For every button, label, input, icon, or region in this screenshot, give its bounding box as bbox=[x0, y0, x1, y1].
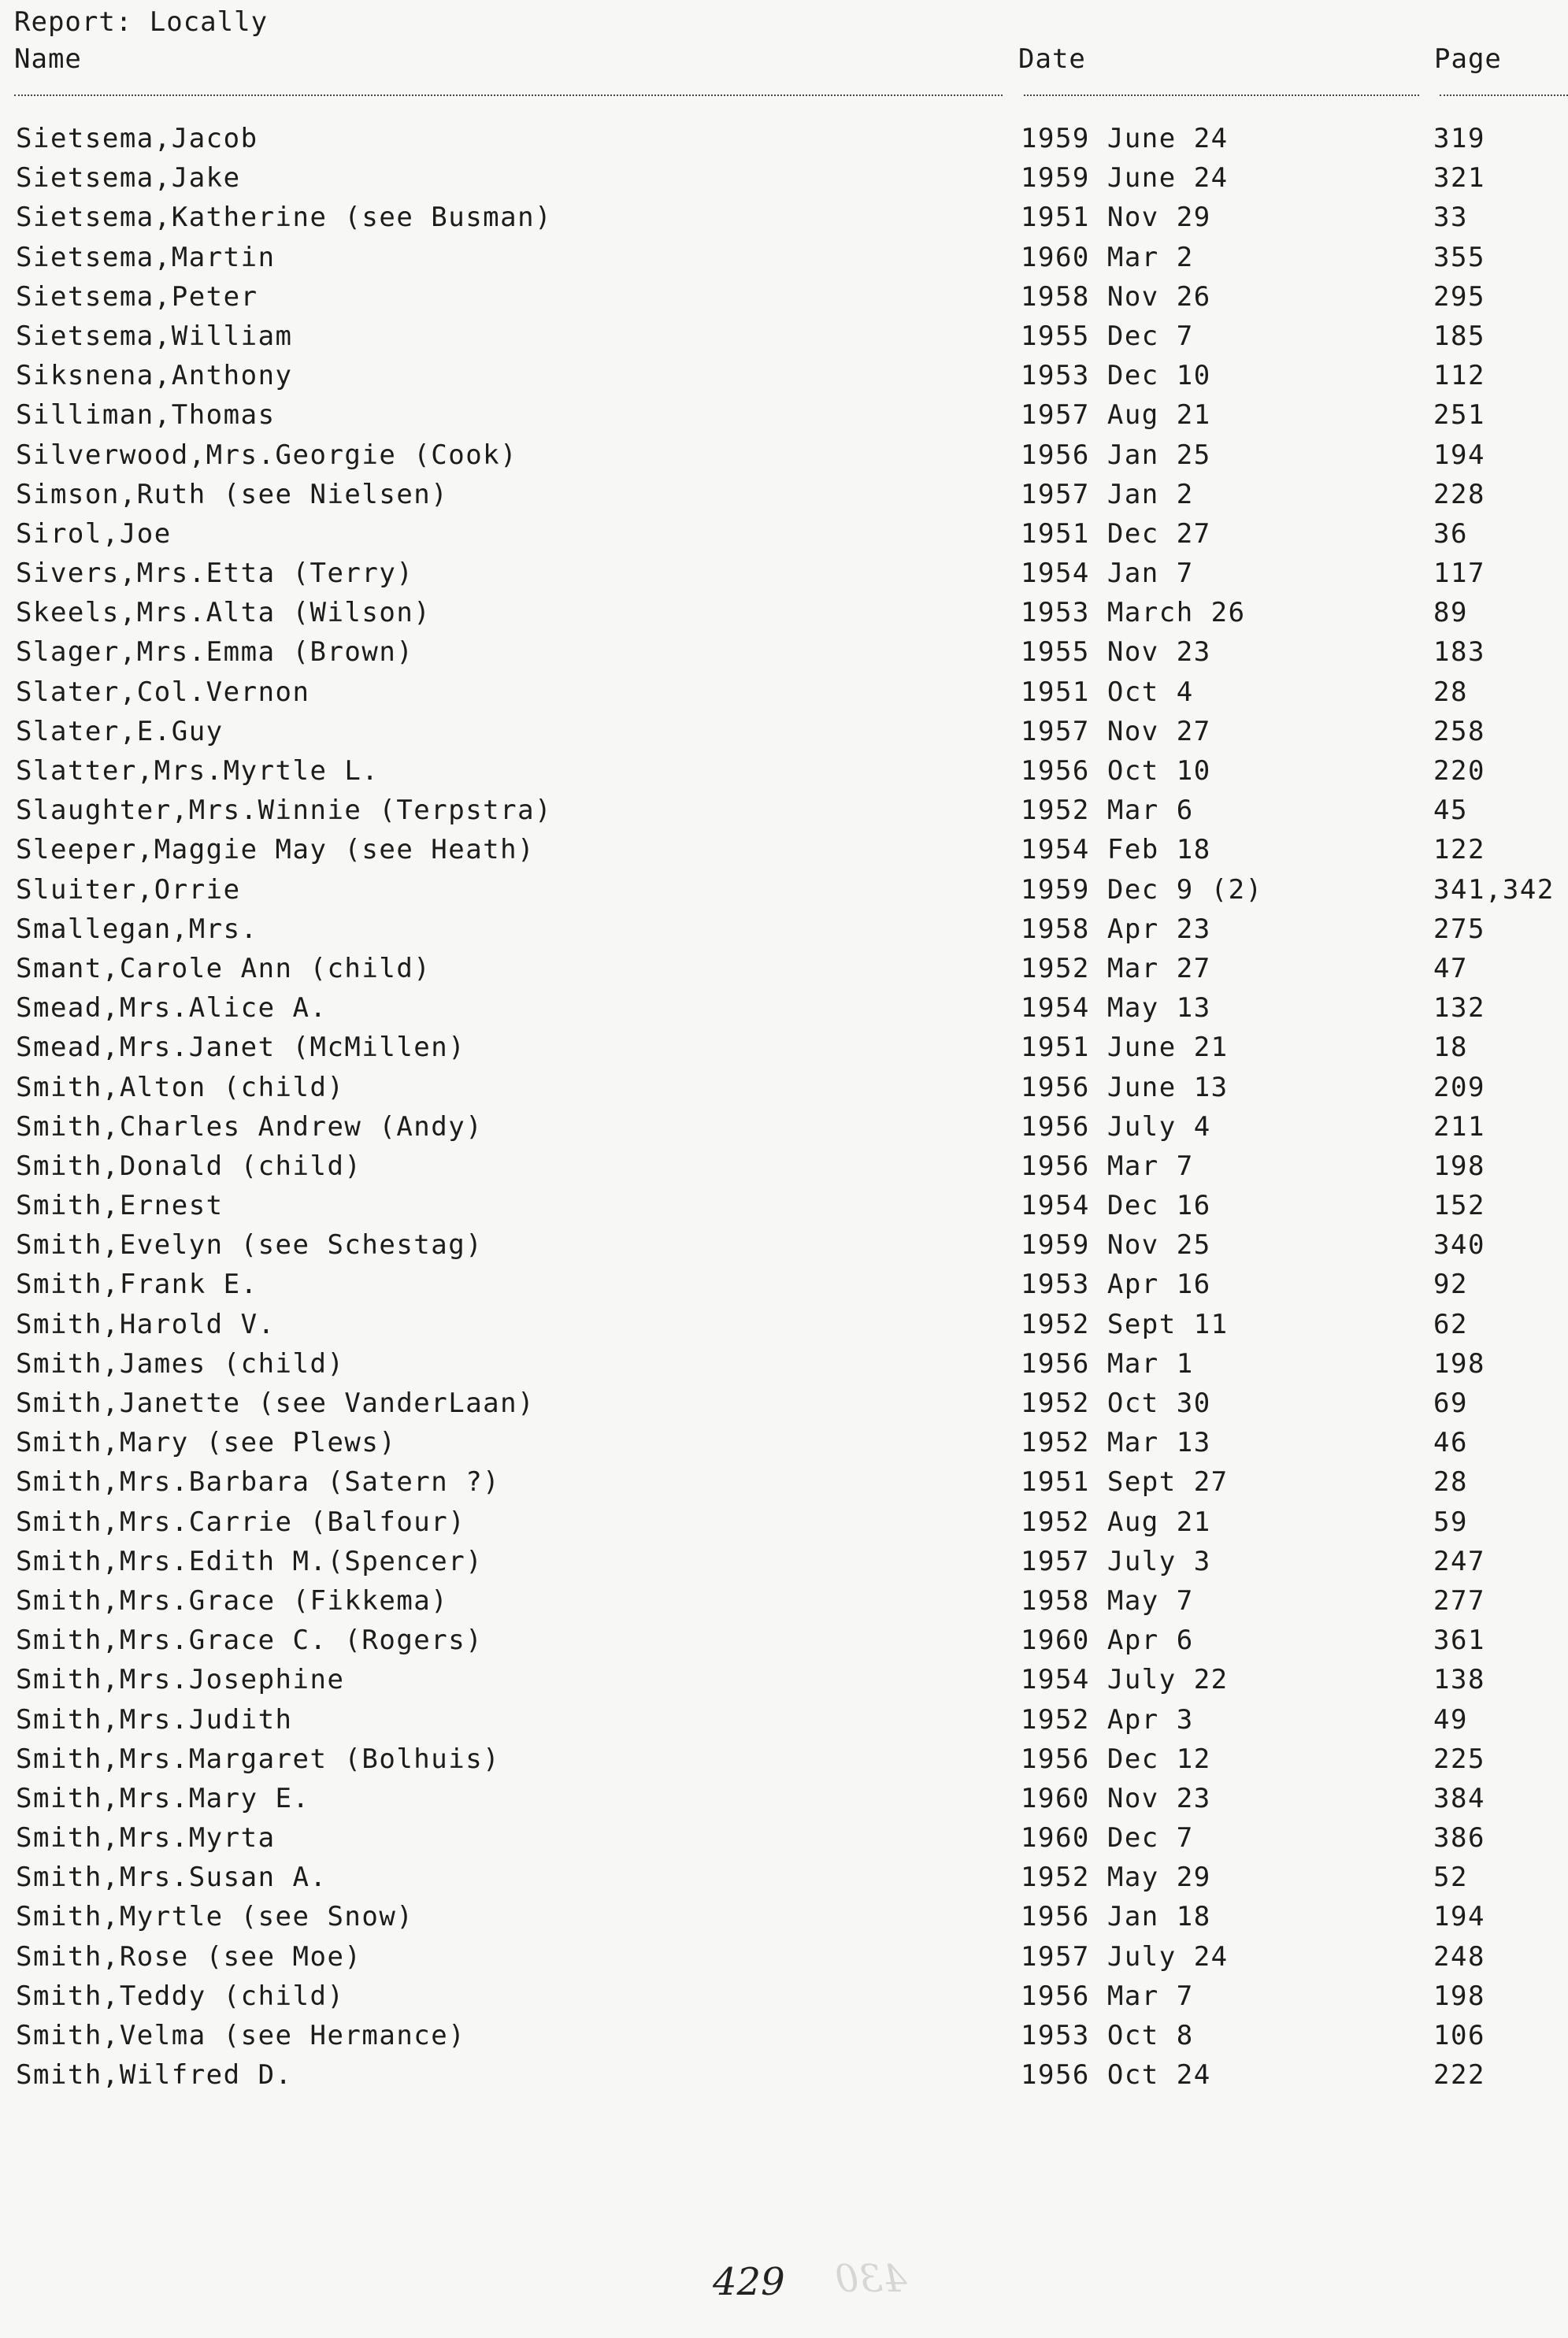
entry-name: Sietsema,Katherine (see Busman) bbox=[16, 202, 553, 234]
entry-page: 228 bbox=[1433, 478, 1485, 510]
entry-date: 1952 Mar 6 bbox=[1021, 795, 1194, 827]
entry-date: 1960 Apr 6 bbox=[1021, 1625, 1194, 1657]
entry-date: 1952 Apr 3 bbox=[1021, 1703, 1194, 1736]
list-item bbox=[0, 874, 1568, 913]
entry-page: 106 bbox=[1433, 2020, 1485, 2051]
entry-page: 89 bbox=[1433, 597, 1468, 629]
entry-date: 1955 Dec 7 bbox=[1021, 320, 1194, 352]
entry-name: Smith,Charles Andrew (Andy) bbox=[16, 1110, 484, 1143]
entry-date: 1959 Dec 9 (2) bbox=[1021, 873, 1263, 906]
entry-page: 222 bbox=[1433, 2059, 1485, 2092]
entry-name: Smith,Mrs.Barbara (Satern ?) bbox=[16, 1466, 501, 1499]
entry-date: 1951 Dec 27 bbox=[1021, 517, 1211, 550]
entry-name: Smith,Frank E. bbox=[16, 1269, 258, 1301]
entry-date: 1957 Jan 2 bbox=[1021, 478, 1194, 510]
entry-page: 209 bbox=[1433, 1071, 1485, 1103]
entry-date: 1956 Mar 1 bbox=[1021, 1347, 1194, 1380]
column-header-name: Name bbox=[14, 43, 82, 75]
entry-page: 28 bbox=[1433, 676, 1468, 708]
entry-date: 1960 Mar 2 bbox=[1021, 241, 1194, 273]
list-item bbox=[0, 755, 1568, 795]
list-item bbox=[0, 399, 1568, 439]
page-number: 429 bbox=[713, 2260, 785, 2304]
entry-date: 1955 Nov 23 bbox=[1021, 636, 1211, 669]
entry-date: 1958 Apr 23 bbox=[1021, 913, 1211, 945]
entry-name: Sietsema,Martin bbox=[16, 241, 276, 273]
list-item bbox=[0, 2059, 1568, 2099]
entry-name: Smead,Mrs.Janet (McMillen) bbox=[16, 1032, 466, 1064]
entry-name: Slatter,Mrs.Myrtle L. bbox=[16, 755, 380, 787]
list-item bbox=[0, 321, 1568, 360]
list-item bbox=[0, 558, 1568, 597]
list-item bbox=[0, 1388, 1568, 1427]
entry-date: 1953 March 26 bbox=[1021, 597, 1246, 629]
list-item bbox=[0, 518, 1568, 558]
entry-date: 1960 Dec 7 bbox=[1021, 1822, 1194, 1854]
entry-name: Sietsema,Peter bbox=[16, 280, 258, 313]
entry-date: 1953 Dec 10 bbox=[1021, 360, 1211, 392]
entry-name: Slaughter,Mrs.Winnie (Terpstra) bbox=[16, 795, 553, 827]
entry-name: Smith,Wilfred D. bbox=[16, 2059, 293, 2092]
column-header-page: Page bbox=[1434, 43, 1502, 75]
header-divider-page bbox=[1440, 94, 1568, 96]
list-item bbox=[0, 1269, 1568, 1308]
entry-name: Smith,Mrs.Margaret (Bolhuis) bbox=[16, 1743, 501, 1775]
entry-name: Silliman,Thomas bbox=[16, 399, 276, 432]
entry-name: Sietsema,Jacob bbox=[16, 123, 258, 154]
entry-name: Smith,Harold V. bbox=[16, 1308, 276, 1340]
entry-list bbox=[0, 123, 1568, 2099]
entry-page: 59 bbox=[1433, 1506, 1468, 1538]
entry-name: Siksnena,Anthony bbox=[16, 360, 293, 392]
entry-page: 198 bbox=[1433, 1150, 1485, 1182]
list-item bbox=[0, 795, 1568, 834]
entry-date: 1954 Dec 16 bbox=[1021, 1190, 1211, 1222]
entry-date: 1952 Oct 30 bbox=[1021, 1388, 1211, 1419]
entry-page: 275 bbox=[1433, 913, 1485, 945]
entry-name: Smith,Mary (see Plews) bbox=[16, 1427, 397, 1459]
entry-date: 1956 Jan 18 bbox=[1021, 1901, 1211, 1933]
list-item bbox=[0, 439, 1568, 479]
entry-name: Smith,Evelyn (see Schestag) bbox=[16, 1229, 484, 1262]
entry-date: 1957 Aug 21 bbox=[1021, 399, 1211, 432]
entry-page: 69 bbox=[1433, 1388, 1468, 1419]
entry-date: 1956 Dec 12 bbox=[1021, 1743, 1211, 1775]
list-item bbox=[0, 2020, 1568, 2059]
entry-name: Silverwood,Mrs.Georgie (Cook) bbox=[16, 439, 518, 471]
entry-date: 1956 Mar 7 bbox=[1021, 1980, 1194, 2012]
entry-page: 258 bbox=[1433, 715, 1485, 747]
list-item bbox=[0, 1704, 1568, 1743]
entry-name: Sluiter,Orrie bbox=[16, 873, 241, 906]
list-item bbox=[0, 360, 1568, 399]
entry-date: 1959 June 24 bbox=[1021, 162, 1229, 195]
list-item bbox=[0, 1862, 1568, 1901]
entry-page: 117 bbox=[1433, 558, 1485, 590]
entry-page: 46 bbox=[1433, 1427, 1468, 1459]
entry-name: Slager,Mrs.Emma (Brown) bbox=[16, 636, 414, 669]
entry-date: 1952 Aug 21 bbox=[1021, 1506, 1211, 1538]
list-item bbox=[0, 1783, 1568, 1822]
entry-name: Sietsema,William bbox=[16, 320, 293, 352]
entry-name: Slater,Col.Vernon bbox=[16, 676, 310, 708]
list-item bbox=[0, 1427, 1568, 1466]
list-item bbox=[0, 676, 1568, 716]
list-item bbox=[0, 1546, 1568, 1585]
list-item bbox=[0, 1111, 1568, 1150]
entry-date: 1951 June 21 bbox=[1021, 1032, 1229, 1064]
entry-name: Sivers,Mrs.Etta (Terry) bbox=[16, 558, 414, 590]
entry-name: Smith,Janette (see VanderLaan) bbox=[16, 1388, 536, 1419]
entry-page: 62 bbox=[1433, 1308, 1468, 1340]
entry-name: Smith,Mrs.Grace (Fikkema) bbox=[16, 1584, 449, 1617]
entry-name: Skeels,Mrs.Alta (Wilson) bbox=[16, 597, 432, 629]
entry-date: 1958 Nov 26 bbox=[1021, 280, 1211, 313]
entry-page: 185 bbox=[1433, 320, 1485, 352]
entry-date: 1956 Oct 24 bbox=[1021, 2059, 1211, 2092]
list-item bbox=[0, 1743, 1568, 1783]
list-item bbox=[0, 1901, 1568, 1940]
list-item bbox=[0, 716, 1568, 755]
entry-page: 122 bbox=[1433, 834, 1485, 866]
entry-name: Smead,Mrs.Alice A. bbox=[16, 992, 328, 1024]
entry-date: 1960 Nov 23 bbox=[1021, 1782, 1211, 1814]
entry-page: 33 bbox=[1433, 202, 1468, 234]
entry-date: 1956 July 4 bbox=[1021, 1110, 1211, 1143]
entry-name: Sirol,Joe bbox=[16, 517, 172, 550]
entry-page: 248 bbox=[1433, 1940, 1485, 1973]
entry-page: 277 bbox=[1433, 1584, 1485, 1617]
list-item bbox=[0, 1309, 1568, 1348]
entry-page: 194 bbox=[1433, 1901, 1485, 1933]
entry-page: 198 bbox=[1433, 1347, 1485, 1380]
column-header-date: Date bbox=[1018, 43, 1086, 75]
list-item bbox=[0, 834, 1568, 873]
entry-page: 211 bbox=[1433, 1110, 1485, 1143]
entry-name: Sleeper,Maggie May (see Heath) bbox=[16, 834, 536, 866]
entry-name: Smith,Mrs.Judith bbox=[16, 1703, 293, 1736]
entry-name: Smith,Velma (see Hermance) bbox=[16, 2020, 466, 2051]
entry-date: 1959 June 24 bbox=[1021, 123, 1229, 154]
entry-name: Slater,E.Guy bbox=[16, 715, 224, 747]
list-item bbox=[0, 992, 1568, 1032]
bleed-through-page-number: 430 bbox=[835, 2257, 907, 2301]
entry-name: Smith,Mrs.Grace C. (Rogers) bbox=[16, 1625, 484, 1657]
list-item bbox=[0, 1229, 1568, 1269]
entry-page: 341,342 bbox=[1433, 873, 1555, 906]
list-item bbox=[0, 281, 1568, 321]
entry-date: 1954 July 22 bbox=[1021, 1664, 1229, 1696]
entry-name: Smith,Ernest bbox=[16, 1190, 224, 1222]
entry-name: Smith,Mrs.Carrie (Balfour) bbox=[16, 1506, 466, 1538]
entry-name: Smith,Mrs.Edith M.(Spencer) bbox=[16, 1545, 484, 1577]
entry-date: 1956 Oct 10 bbox=[1021, 755, 1211, 787]
list-item bbox=[0, 636, 1568, 676]
list-item bbox=[0, 242, 1568, 281]
list-item bbox=[0, 162, 1568, 202]
list-item bbox=[0, 1664, 1568, 1703]
entry-page: 183 bbox=[1433, 636, 1485, 669]
entry-date: 1952 Mar 13 bbox=[1021, 1427, 1211, 1459]
list-item bbox=[0, 1506, 1568, 1546]
entry-name: Smith,Mrs.Josephine bbox=[16, 1664, 345, 1696]
entry-date: 1954 Jan 7 bbox=[1021, 558, 1194, 590]
entry-page: 251 bbox=[1433, 399, 1485, 432]
header-divider-name bbox=[14, 94, 1003, 96]
list-item bbox=[0, 123, 1568, 162]
entry-page: 152 bbox=[1433, 1190, 1485, 1222]
entry-date: 1952 May 29 bbox=[1021, 1862, 1211, 1894]
entry-page: 45 bbox=[1433, 795, 1468, 827]
entry-date: 1951 Oct 4 bbox=[1021, 676, 1194, 708]
entry-date: 1957 Nov 27 bbox=[1021, 715, 1211, 747]
entry-name: Smith,Myrtle (see Snow) bbox=[16, 1901, 414, 1933]
list-item bbox=[0, 1980, 1568, 2020]
entry-page: 225 bbox=[1433, 1743, 1485, 1775]
entry-name: Smith,Donald (child) bbox=[16, 1150, 362, 1182]
list-item bbox=[0, 953, 1568, 992]
list-item bbox=[0, 1190, 1568, 1229]
entry-date: 1958 May 7 bbox=[1021, 1584, 1194, 1617]
entry-date: 1951 Sept 27 bbox=[1021, 1466, 1229, 1499]
list-item bbox=[0, 202, 1568, 241]
entry-page: 92 bbox=[1433, 1269, 1468, 1301]
entry-date: 1956 June 13 bbox=[1021, 1071, 1229, 1103]
entry-date: 1953 Apr 16 bbox=[1021, 1269, 1211, 1301]
list-item bbox=[0, 1625, 1568, 1664]
entry-name: Sietsema,Jake bbox=[16, 162, 241, 195]
entry-page: 36 bbox=[1433, 517, 1468, 550]
entry-name: Smith,Mrs.Susan A. bbox=[16, 1862, 328, 1894]
list-item bbox=[0, 1585, 1568, 1625]
list-item bbox=[0, 1466, 1568, 1506]
entry-page: 321 bbox=[1433, 162, 1485, 195]
entry-page: 49 bbox=[1433, 1703, 1468, 1736]
entry-date: 1956 Jan 25 bbox=[1021, 439, 1211, 471]
entry-page: 361 bbox=[1433, 1625, 1485, 1657]
entry-name: Smith,Mrs.Mary E. bbox=[16, 1782, 310, 1814]
entry-page: 112 bbox=[1433, 360, 1485, 392]
list-item bbox=[0, 479, 1568, 518]
entry-page: 194 bbox=[1433, 439, 1485, 471]
entry-date: 1952 Mar 27 bbox=[1021, 952, 1211, 984]
list-item bbox=[0, 1032, 1568, 1071]
entry-page: 386 bbox=[1433, 1822, 1485, 1854]
entry-date: 1957 July 24 bbox=[1021, 1940, 1229, 1973]
entry-page: 319 bbox=[1433, 123, 1485, 154]
entry-page: 28 bbox=[1433, 1466, 1468, 1499]
header-divider-date bbox=[1024, 94, 1419, 96]
entry-date: 1953 Oct 8 bbox=[1021, 2020, 1194, 2051]
entry-date: 1954 May 13 bbox=[1021, 992, 1211, 1024]
entry-name: Smith,James (child) bbox=[16, 1347, 345, 1380]
entry-date: 1954 Feb 18 bbox=[1021, 834, 1211, 866]
list-item bbox=[0, 597, 1568, 636]
list-item bbox=[0, 1150, 1568, 1190]
list-item bbox=[0, 1822, 1568, 1862]
entry-date: 1952 Sept 11 bbox=[1021, 1308, 1229, 1340]
entry-page: 47 bbox=[1433, 952, 1468, 984]
list-item bbox=[0, 1941, 1568, 1980]
entry-page: 52 bbox=[1433, 1862, 1468, 1894]
list-item bbox=[0, 1348, 1568, 1388]
entry-name: Smith,Rose (see Moe) bbox=[16, 1940, 362, 1973]
entry-page: 384 bbox=[1433, 1782, 1485, 1814]
entry-date: 1956 Mar 7 bbox=[1021, 1150, 1194, 1182]
entry-name: Smith,Alton (child) bbox=[16, 1071, 345, 1103]
entry-page: 295 bbox=[1433, 280, 1485, 313]
entry-page: 138 bbox=[1433, 1664, 1485, 1696]
entry-date: 1957 July 3 bbox=[1021, 1545, 1211, 1577]
entry-name: Smant,Carole Ann (child) bbox=[16, 952, 432, 984]
entry-page: 340 bbox=[1433, 1229, 1485, 1262]
entry-page: 220 bbox=[1433, 755, 1485, 787]
entry-page: 247 bbox=[1433, 1545, 1485, 1577]
entry-name: Smith,Teddy (child) bbox=[16, 1980, 345, 2012]
list-item bbox=[0, 1072, 1568, 1111]
entry-date: 1959 Nov 25 bbox=[1021, 1229, 1211, 1262]
entry-page: 18 bbox=[1433, 1032, 1468, 1064]
entry-name: Smallegan,Mrs. bbox=[16, 913, 258, 945]
entry-name: Smith,Mrs.Myrta bbox=[16, 1822, 276, 1854]
list-item bbox=[0, 913, 1568, 953]
entry-page: 355 bbox=[1433, 241, 1485, 273]
entry-name: Simson,Ruth (see Nielsen) bbox=[16, 478, 449, 510]
entry-page: 132 bbox=[1433, 992, 1485, 1024]
report-title: Report: Locally bbox=[14, 6, 269, 38]
entry-date: 1951 Nov 29 bbox=[1021, 202, 1211, 234]
entry-page: 198 bbox=[1433, 1980, 1485, 2012]
